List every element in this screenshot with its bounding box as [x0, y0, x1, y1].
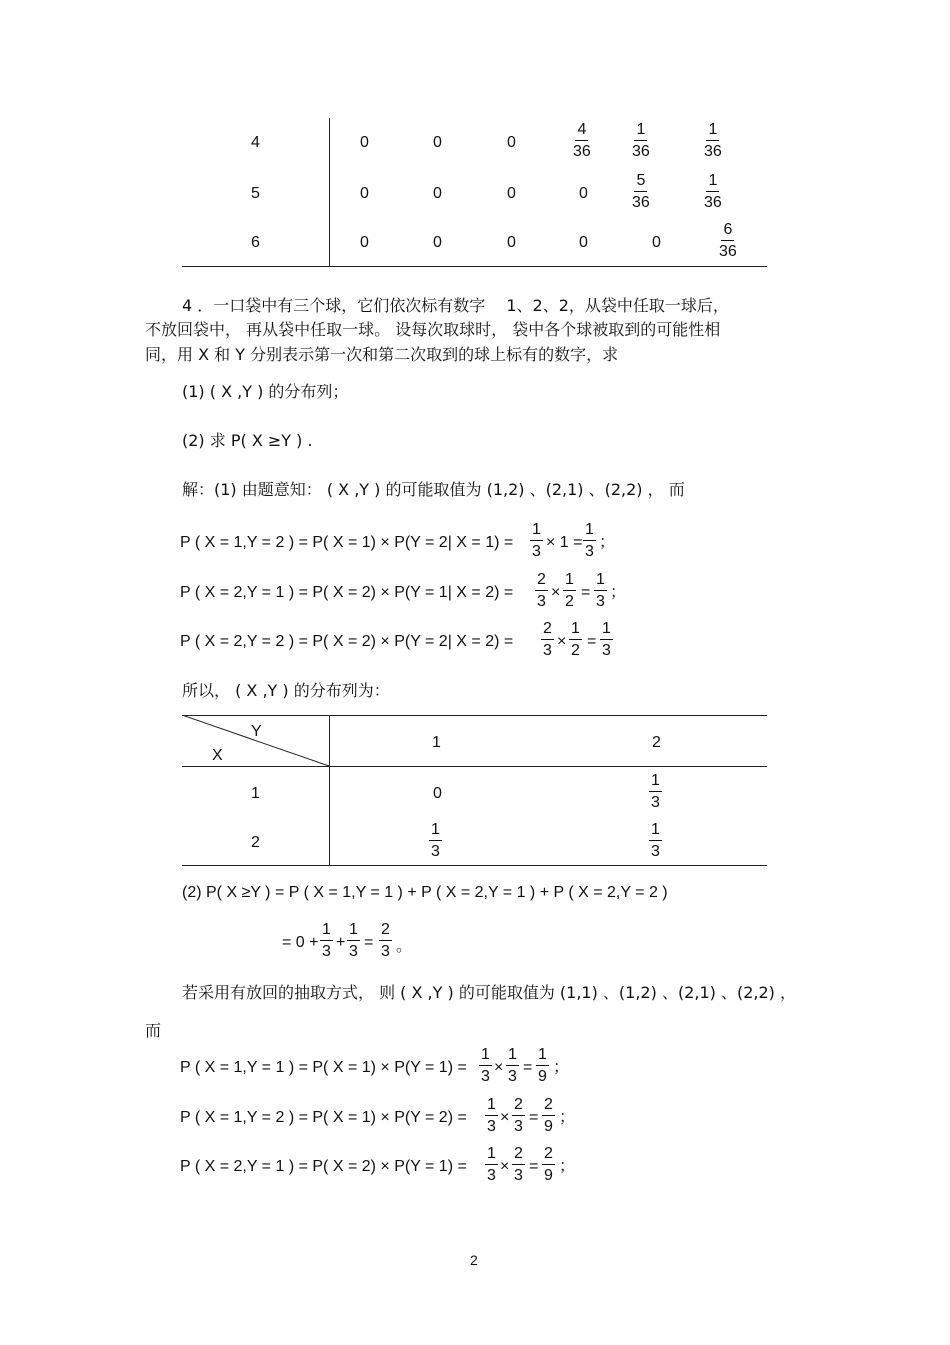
table2-col-header: 1 — [432, 734, 441, 751]
fraction: $\frac{1}{3}$ — [596, 571, 605, 610]
table2-row-label: 2 — [251, 834, 260, 851]
fraction: $\frac{1}{3}$ — [349, 921, 358, 960]
equation-text: × 1 = — [546, 534, 583, 551]
plus-sign: + — [336, 934, 346, 951]
table1-cell: 0 — [652, 234, 661, 251]
table1-row-label: 5 — [251, 185, 260, 202]
times-sign: × — [500, 1109, 510, 1126]
table1-fraction: $\frac{1}{36}$ — [704, 121, 722, 160]
fraction: $\frac{1}{3}$ — [322, 921, 331, 960]
table2-fraction: $\frac{1}{3}$ — [651, 821, 660, 860]
distribution-intro: 所以， ( X ,Y ) 的分布列为： — [182, 681, 390, 700]
fraction: $\frac{1}{3}$ — [487, 1145, 496, 1184]
fraction: $\frac{2}{3}$ — [381, 921, 390, 960]
table1-fraction: $\frac{6}{36}$ — [719, 221, 737, 260]
table1-cell: 0 — [433, 185, 442, 202]
equation-4: P ( X = 1,Y = 1 ) = P( X = 1) × P(Y = 1) = — [180, 1059, 467, 1076]
fraction: $\frac{1}{2}$ — [565, 571, 574, 610]
table2-row-label: 1 — [251, 785, 260, 802]
problem-line: 不放回袋中， 再从袋中任取一球。 设每次取球时， 袋中各个球被取到的可能性相 — [145, 320, 721, 339]
equals-sign: = — [364, 934, 374, 951]
fraction: $\frac{2}{9}$ — [544, 1145, 553, 1184]
table2-corner-x: X — [212, 747, 223, 764]
semicolon: ； — [610, 584, 627, 601]
page-number: 2 — [470, 1252, 478, 1268]
fraction: $\frac{1}{3}$ — [487, 1096, 496, 1135]
equation-2: P ( X = 2,Y = 1 ) = P( X = 2) × P(Y = 1| X = 2) = — [180, 584, 514, 601]
equals-sign: = — [581, 584, 591, 601]
fraction: $\frac{2}{9}$ — [544, 1096, 553, 1135]
table1-fraction: $\frac{1}{36}$ — [632, 121, 650, 160]
fraction: $\frac{2}{3}$ — [537, 571, 546, 610]
equals-sign: = — [523, 1059, 533, 1076]
semicolon: ； — [599, 534, 616, 551]
table1-cell: 0 — [579, 185, 588, 202]
table1-fraction: $\frac{1}{36}$ — [704, 172, 722, 211]
semicolon: ； — [553, 1059, 570, 1076]
table2-fraction: $\frac{1}{3}$ — [651, 772, 660, 811]
equation-3: P ( X = 2,Y = 2 ) = P( X = 2) × P(Y = 2| X = 2) = — [180, 633, 514, 650]
question-1: (1) ( X ,Y ) 的分布列； — [182, 382, 349, 401]
continuation: 而 — [145, 1021, 162, 1040]
times-sign: × — [557, 633, 567, 650]
table1-cell: 0 — [507, 134, 516, 151]
equation-1: P ( X = 1,Y = 2 ) = P( X = 1) × P(Y = 2| X = 1) = — [180, 534, 514, 551]
semicolon: ； — [559, 1158, 576, 1175]
table1-row-label: 6 — [251, 234, 260, 251]
table2-fraction: $\frac{1}{3}$ — [431, 821, 440, 860]
table1-cell: 0 — [360, 234, 369, 251]
table1-cell: 0 — [360, 185, 369, 202]
replacement-line: 若采用有放回的抽取方式， 则 ( X ,Y ) 的可能取值为 (1,1) 、(1,2) 、(2,1) 、(2,2) ， — [182, 983, 796, 1002]
equation-6: P ( X = 2,Y = 1 ) = P( X = 2) × P(Y = 1) = — [180, 1158, 467, 1175]
times-sign: × — [494, 1059, 504, 1076]
table1-bottom-rule — [182, 266, 767, 267]
table2-col-header: 2 — [652, 734, 661, 751]
table1-cell: 0 — [579, 234, 588, 251]
table1-fraction: $\frac{5}{36}$ — [632, 172, 650, 211]
table1-fraction: $\frac{4}{36}$ — [573, 121, 591, 160]
equals-sign: = — [529, 1109, 539, 1126]
problem-line: 同，用 X 和 Y 分别表示第一次和第二次取到的球上标有的数字，求 — [145, 345, 619, 364]
table1-cell: 0 — [507, 185, 516, 202]
fraction: $\frac{1}{2}$ — [571, 620, 580, 659]
fraction: $\frac{1}{3}$ — [532, 521, 541, 560]
part2-equation: (2) P( X ≥Y ) = P ( X = 1,Y = 1 ) + P ( X = 2,Y = 1 ) + P ( X = 2,Y = 2 ) — [182, 884, 668, 901]
fraction: $\frac{2}{3}$ — [514, 1096, 523, 1135]
fraction: $\frac{2}{3}$ — [543, 620, 552, 659]
semicolon: ； — [559, 1109, 576, 1126]
table2-corner-y: Y — [251, 723, 262, 740]
fraction: $\frac{1}{3}$ — [481, 1046, 490, 1085]
table2-cell: 0 — [433, 785, 442, 802]
fraction: $\frac{1}{3}$ — [602, 620, 611, 659]
times-sign: × — [500, 1158, 510, 1175]
table1-cell: 0 — [433, 134, 442, 151]
full-stop: 。 — [396, 936, 413, 955]
fraction: $\frac{2}{3}$ — [514, 1145, 523, 1184]
equals-sign: = — [529, 1158, 539, 1175]
table1-cell: 0 — [433, 234, 442, 251]
fraction: $\frac{1}{9}$ — [538, 1046, 547, 1085]
fraction: $\frac{1}{3}$ — [585, 521, 594, 560]
problem-line: 4 ．一口袋中有三个球，它们依次标有数字 1、2、2，从袋中任取一球后， — [182, 296, 729, 315]
table1-vertical-rule — [329, 118, 330, 267]
table1-row-label: 4 — [251, 134, 260, 151]
equals-sign: = — [587, 633, 597, 650]
fraction: $\frac{1}{3}$ — [508, 1046, 517, 1085]
table1-cell: 0 — [360, 134, 369, 151]
equation-5: P ( X = 1,Y = 2 ) = P( X = 1) × P(Y = 2) = — [180, 1109, 467, 1126]
table1-cell: 0 — [507, 234, 516, 251]
times-sign: × — [551, 584, 561, 601]
solution-intro: 解：(1) 由题意知： ( X ,Y ) 的可能取值为 (1,2) 、(2,1) 、(2,2) ， 而 — [182, 480, 685, 499]
part2-result-start: = 0 + — [282, 934, 319, 951]
table2-bottom-rule — [182, 865, 767, 866]
question-2: (2) 求 P( X ≥Y ) . — [182, 431, 313, 450]
